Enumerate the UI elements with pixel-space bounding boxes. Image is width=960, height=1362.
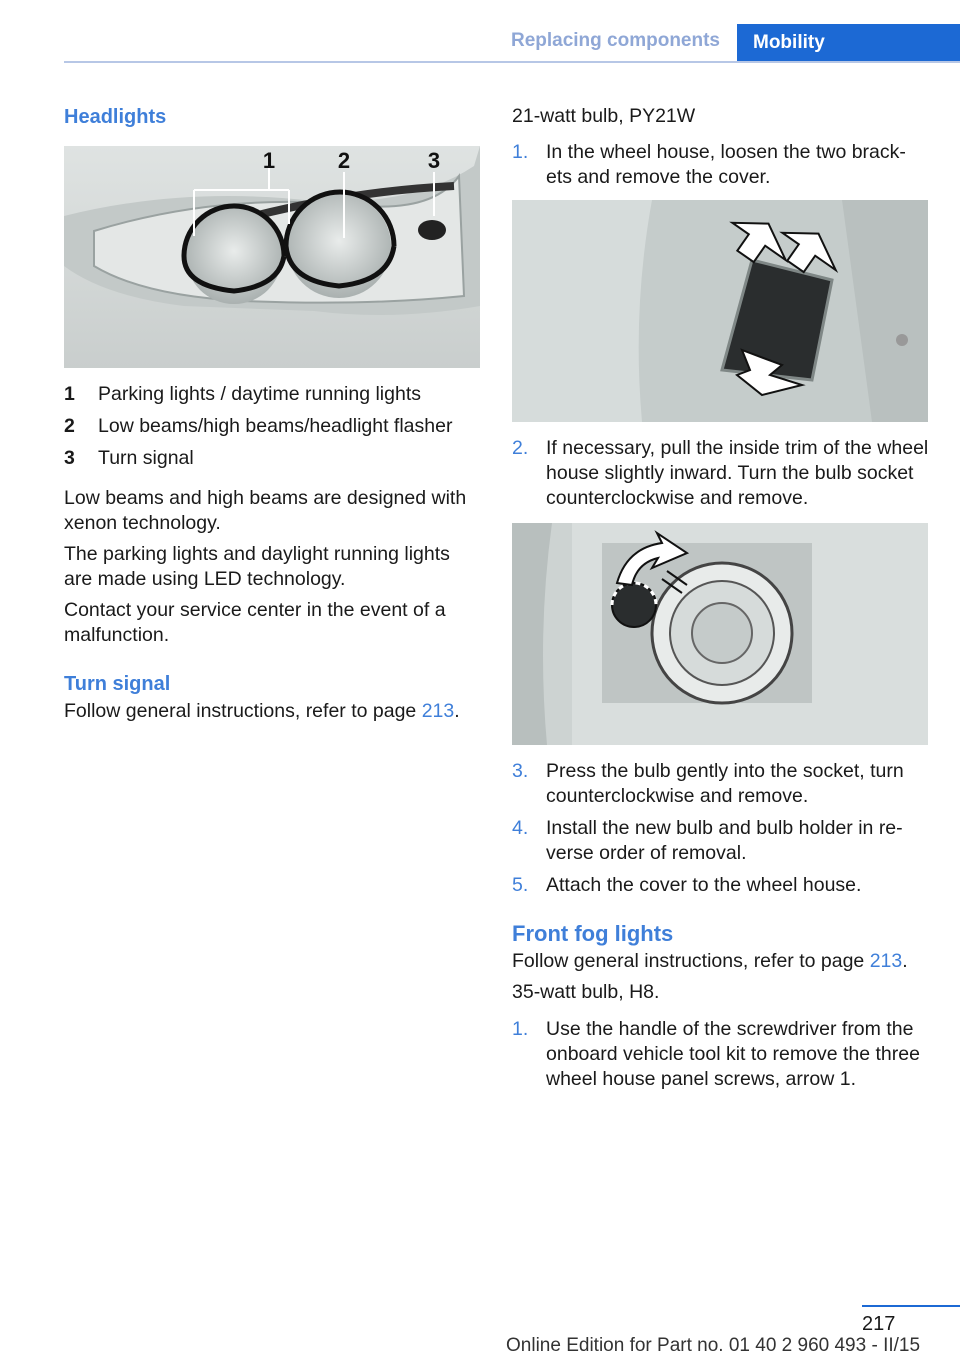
bulb-spec: 21-watt bulb, PY21W	[512, 105, 696, 127]
legend-text: Low beams/high beams/headlight flasher	[98, 415, 453, 437]
page-link-213[interactable]: 213	[421, 700, 455, 722]
fog-instructions: Follow general instructions, refer to page 213.	[512, 950, 908, 972]
left-column	[64, 100, 481, 724]
turn-signal-heading: Turn signal	[64, 673, 171, 695]
header-rule	[64, 61, 960, 63]
step-text: Use the handle of the screwdriver from the onboard vehicle tool kit to remove the three wheel house panel screws, arrow 1.	[546, 1018, 920, 1090]
legend-item	[64, 414, 481, 439]
headlights-heading: Headlights	[64, 106, 167, 128]
footer-rule	[862, 1305, 960, 1307]
legend-number: 3	[64, 447, 75, 469]
step-number: 4.	[512, 817, 529, 839]
bulb-socket-illustration	[512, 523, 928, 745]
step-number: 1.	[512, 1018, 529, 1040]
right-column	[512, 100, 930, 1099]
steps-group-a	[512, 140, 930, 190]
wheel-house-cover-illustration	[512, 200, 928, 422]
step-text: Press the bulb gently into the socket, turn counterclockwise and remove.	[546, 760, 904, 807]
led-paragraph: The parking lights and daylight running lights are made using LED technology.	[64, 543, 450, 590]
list-item	[512, 140, 930, 190]
step-text: Install the new bulb and bulb holder in re‐ verse order of removal.	[546, 817, 903, 864]
fog-bulb-spec: 35-watt bulb, H8.	[512, 981, 660, 1003]
steps-group-b	[512, 436, 930, 511]
list-item	[512, 759, 930, 809]
header-chapter-tab: Mobility	[737, 24, 960, 62]
header-section-title: Replacing components	[510, 30, 720, 51]
steps-group-c	[512, 759, 930, 898]
step-text: In the wheel house, loosen the two brack‐ ets and remove the cover.	[546, 141, 906, 188]
list-item	[512, 873, 930, 898]
legend-text: Turn signal	[98, 447, 194, 469]
legend-number: 2	[64, 415, 75, 437]
step-text: If necessary, pull the inside trim of the wheel house slightly inward. Turn the bulb socket counterclockwise and remove.	[546, 437, 929, 509]
step-number: 2.	[512, 437, 529, 459]
steps-group-d	[512, 1017, 930, 1092]
callout-2: 2	[337, 148, 351, 173]
legend-number: 1	[64, 383, 75, 405]
edition-footer: Online Edition for Part no. 01 40 2 960 493 - II/15	[506, 1335, 921, 1356]
list-item	[512, 436, 930, 511]
front-fog-lights-heading: Front fog lights	[512, 921, 674, 946]
callout-3: 3	[427, 148, 441, 173]
headlight-illustration	[64, 146, 480, 368]
headlights-legend	[64, 382, 481, 471]
malfunction-paragraph: Contact your service center in the event of a malfunction.	[64, 599, 446, 646]
xenon-paragraph: Low beams and high beams are designed with xenon technology.	[64, 487, 467, 534]
step-text: Attach the cover to the wheel house.	[546, 874, 862, 896]
legend-item	[64, 446, 481, 471]
legend-item	[64, 382, 481, 407]
turn-signal-instructions: Follow general instructions, refer to page 213.	[64, 700, 460, 722]
list-item	[512, 1017, 930, 1092]
callout-1: 1	[262, 148, 276, 173]
list-item	[512, 816, 930, 866]
page-link-213[interactable]: 213	[869, 950, 903, 972]
step-number: 1.	[512, 141, 529, 163]
legend-text: Parking lights / daytime running lights	[98, 383, 421, 405]
step-number: 5.	[512, 874, 529, 896]
step-number: 3.	[512, 760, 529, 782]
page-number: 217	[862, 1313, 896, 1335]
